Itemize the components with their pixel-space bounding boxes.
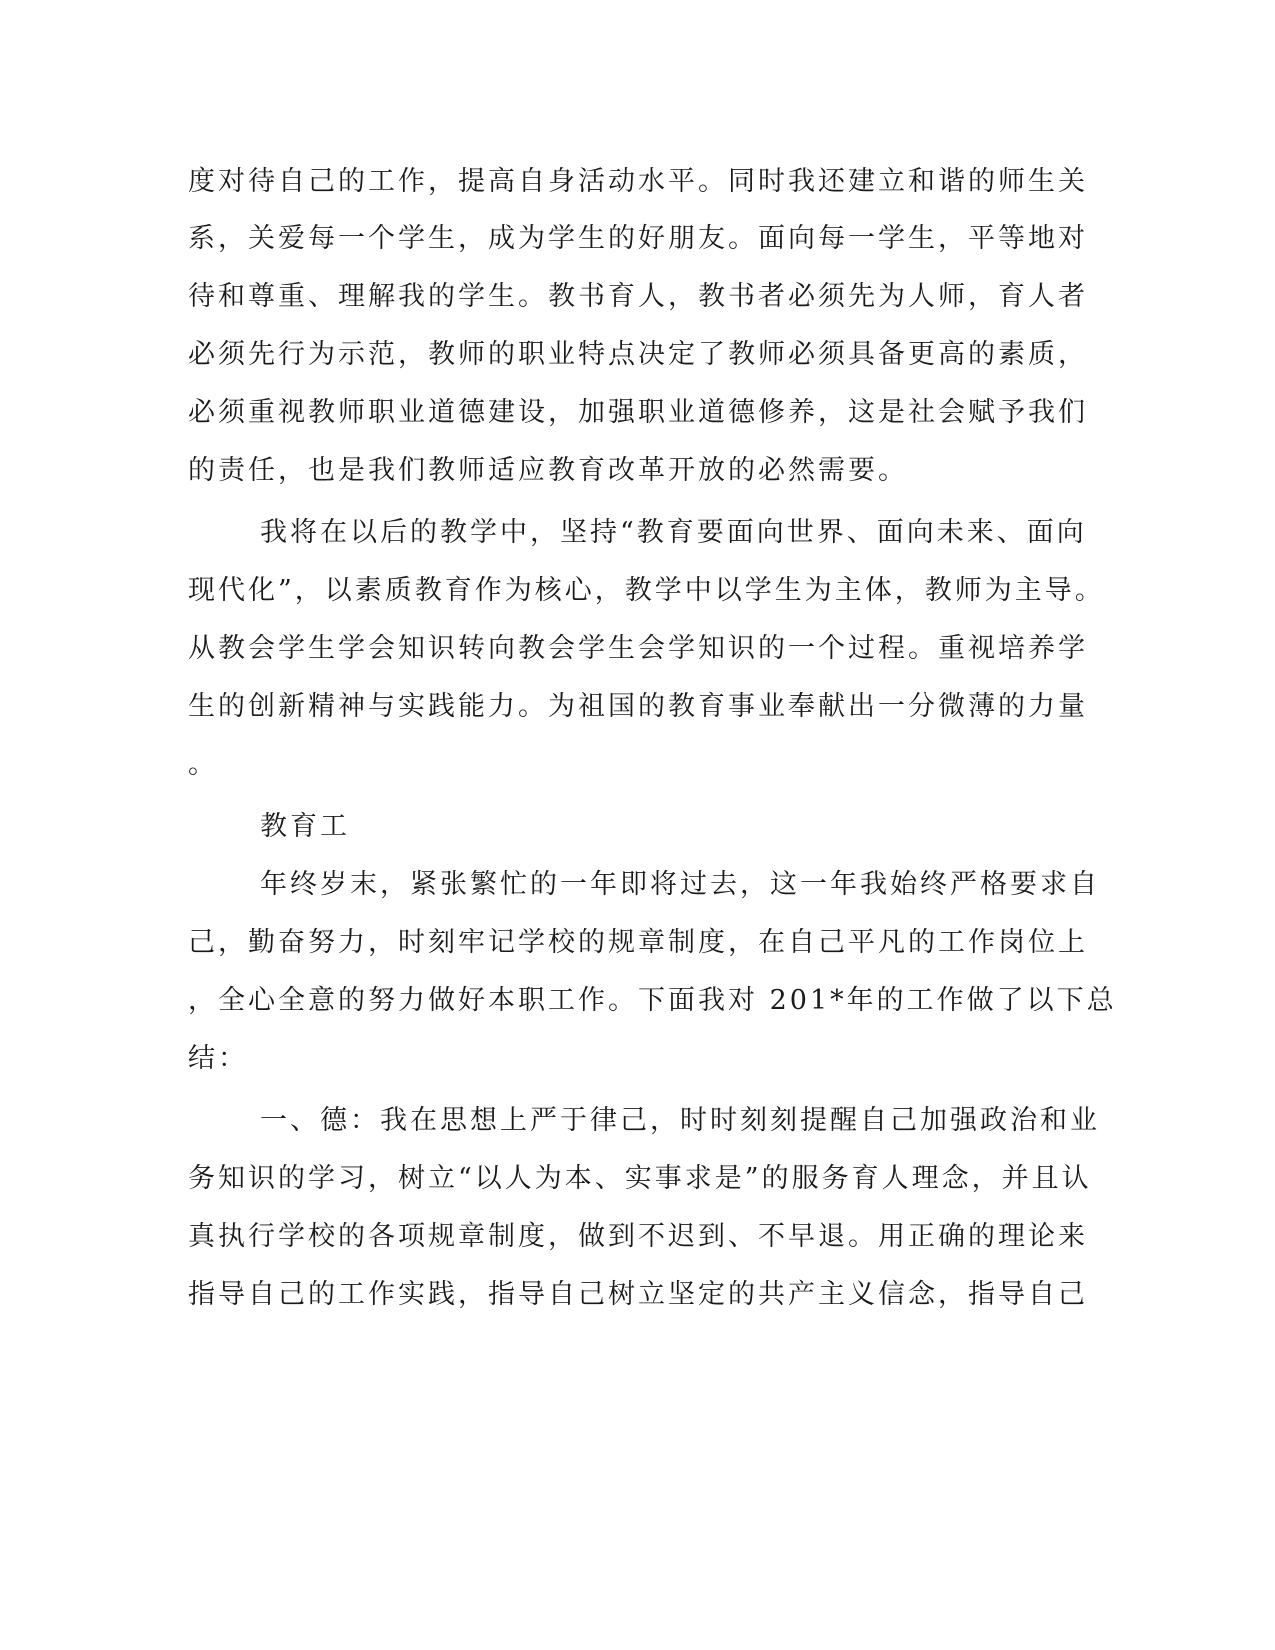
text-line: 系，关爱每一个学生，成为学生的好朋友。面向每一学生，平等地对: [188, 223, 1088, 254]
text-line: 。: [188, 749, 218, 780]
text-line: 必须重视教师职业道德建设，加强职业道德修养，这是社会赋予我们: [188, 397, 1088, 428]
text-line: 生的创新精神与实践能力。为祖国的教育事业奉献出一分微薄的力量: [188, 691, 1088, 722]
section-heading: 教育工: [260, 811, 350, 842]
text-line: 的责任，也是我们教师适应教育改革开放的必然需要。: [188, 455, 908, 486]
text-line: 待和尊重、理解我的学生。教书育人，教书者必须先为人师，育人者: [188, 281, 1088, 312]
text-line: 一、德：我在思想上严于律己，时时刻刻提醒自己加强政治和业: [260, 1105, 1100, 1136]
text-line: 结：: [188, 1043, 248, 1074]
text-line: 现代化”，以素质教育作为核心，教学中以学生为主体，教师为主导。: [188, 575, 1105, 606]
text-line: 必须先行为示范，教师的职业特点决定了教师必须具备更高的素质，: [188, 339, 1088, 370]
text-line: 真执行学校的各项规章制度，做到不迟到、不早退。用正确的理论来: [188, 1221, 1088, 1252]
text-line: 度对待自己的工作，提高自身活动水平。同时我还建立和谐的师生关: [188, 166, 1088, 197]
text-line: 从教会学生学会知识转向教会学生会学知识的一个过程。重视培养学: [188, 633, 1088, 664]
text-line: 务知识的学习，树立“以人为本、实事求是”的服务育人理念，并且认: [188, 1163, 1092, 1194]
text-line: 我将在以后的教学中，坚持“教育要面向世界、面向未来、面向: [260, 517, 1087, 548]
text-line: 指导自己的工作实践，指导自己树立坚定的共产主义信念，指导自己: [188, 1279, 1088, 1310]
text-line: 己，勤奋努力，时刻牢记学校的规章制度，在自己平凡的工作岗位上: [188, 927, 1088, 958]
text-line: 年终岁末，紧张繁忙的一年即将过去，这一年我始终严格要求自: [260, 869, 1100, 900]
text-line: ，全心全意的努力做好本职工作。下面我对 201*年的工作做了以下总: [188, 985, 1117, 1016]
